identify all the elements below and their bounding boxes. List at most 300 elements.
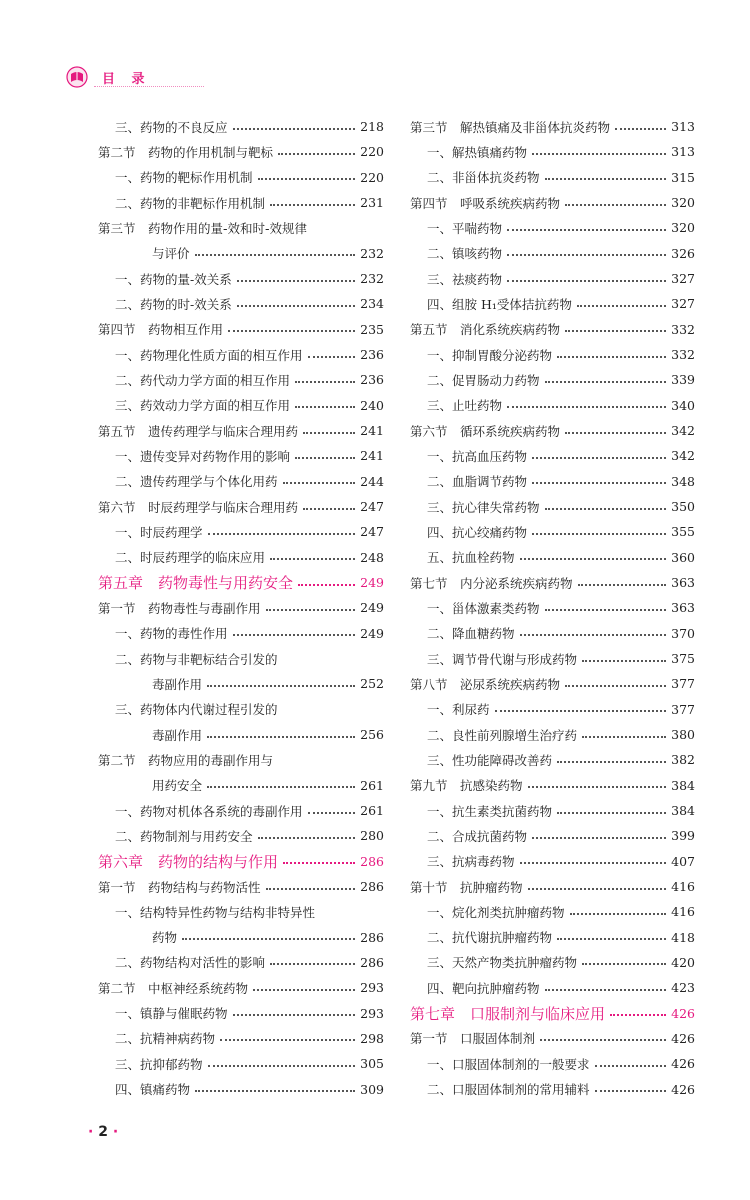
toc-entry-page: 332 bbox=[671, 321, 695, 337]
toc-item bbox=[410, 266, 695, 291]
toc-entry-page: 348 bbox=[671, 473, 695, 489]
toc-item bbox=[410, 747, 695, 772]
toc-entry-title: 二、药物的非靶标作用机制 bbox=[115, 195, 266, 211]
toc-section bbox=[410, 671, 695, 696]
toc-item bbox=[98, 671, 384, 696]
header-rule bbox=[94, 86, 204, 87]
dot-leader bbox=[557, 356, 666, 358]
toc-entry-title: 四、组胺 H₁受体拮抗药物 bbox=[427, 296, 572, 312]
header-title: 目 录 bbox=[102, 72, 151, 87]
dot-leader bbox=[595, 1065, 667, 1067]
toc-item bbox=[410, 165, 695, 190]
dot-leader bbox=[507, 254, 666, 256]
toc-entry-page: 261 bbox=[360, 803, 384, 819]
toc-entry-title: 一、药物的量-效关系 bbox=[115, 271, 232, 287]
toc-item bbox=[410, 469, 695, 494]
dot-leader bbox=[295, 457, 355, 459]
toc-section bbox=[410, 317, 695, 342]
toc-entry-title: 第一节 药物毒性与毒副作用 bbox=[98, 600, 261, 616]
toc-entry-page: 380 bbox=[671, 727, 695, 743]
toc-entry-title: 用药安全 bbox=[152, 778, 203, 794]
dot-leader bbox=[610, 1014, 666, 1016]
toc-entry-page: 236 bbox=[360, 372, 384, 388]
toc-entry-page: 342 bbox=[671, 448, 695, 464]
dot-leader bbox=[283, 862, 355, 864]
toc-item bbox=[410, 241, 695, 266]
toc-entry-page: 313 bbox=[671, 119, 695, 135]
toc-item bbox=[410, 443, 695, 468]
toc-entry-title: 第六章 药物的结构与作用 bbox=[98, 852, 279, 871]
toc-entry-page: 256 bbox=[360, 727, 384, 743]
toc-entry-title: 第十节 抗肿瘤药物 bbox=[410, 879, 523, 895]
toc-entry-page: 293 bbox=[360, 1005, 384, 1021]
toc-entry-title: 二、药代动力学方面的相互作用 bbox=[115, 372, 291, 388]
toc-entry-page: 399 bbox=[671, 828, 695, 844]
toc-entry-title: 一、抗生素类抗菌药物 bbox=[427, 803, 553, 819]
dot-leader bbox=[507, 229, 666, 231]
toc-entry-title: 三、药物体内代谢过程引发的 bbox=[115, 702, 278, 718]
toc-item bbox=[98, 1000, 384, 1025]
toc-entry-title: 毒副作用 bbox=[152, 727, 203, 743]
toc-entry-title: 第三节 药物作用的量-效和时-效规律 bbox=[98, 220, 308, 236]
dot-leader bbox=[308, 812, 356, 814]
toc-item bbox=[410, 342, 695, 367]
toc-entry-page: 426 bbox=[671, 1081, 695, 1097]
toc-entry-title: 二、口服固体制剂的常用辅料 bbox=[427, 1082, 590, 1098]
toc-entry-page: 327 bbox=[671, 296, 695, 312]
toc-entry-title: 一、利尿药 bbox=[427, 702, 490, 718]
dot-leader bbox=[270, 558, 355, 560]
toc-item bbox=[98, 519, 384, 544]
toc-entry-page: 244 bbox=[360, 473, 384, 489]
toc-entry-title: 二、药物的时-效关系 bbox=[115, 296, 232, 312]
toc-item bbox=[98, 367, 384, 392]
dot-leader bbox=[582, 660, 666, 662]
toc-entry-page: 426 bbox=[671, 1005, 695, 1021]
toc-entry-page: 350 bbox=[671, 499, 695, 515]
toc-section bbox=[98, 241, 384, 266]
toc-entry-page: 240 bbox=[360, 397, 384, 413]
toc-section bbox=[98, 975, 384, 1000]
toc-item bbox=[410, 545, 695, 570]
dot-leader bbox=[237, 280, 355, 282]
dot-leader bbox=[532, 153, 666, 155]
toc-item bbox=[98, 697, 384, 722]
toc-entry-page: 220 bbox=[360, 169, 384, 185]
toc-entry-page: 420 bbox=[671, 954, 695, 970]
toc-item bbox=[98, 1026, 384, 1051]
dot-leader bbox=[532, 533, 666, 535]
toc-entry-page: 382 bbox=[671, 752, 695, 768]
toc-item bbox=[98, 798, 384, 823]
toc-section bbox=[98, 747, 384, 772]
footer-dot-right: · bbox=[112, 1124, 119, 1140]
dot-leader bbox=[253, 989, 355, 991]
toc-entry-page: 298 bbox=[360, 1030, 384, 1046]
toc-entry-page: 426 bbox=[671, 1056, 695, 1072]
dot-leader bbox=[578, 584, 667, 586]
toc-entry-title: 一、抗高血压药物 bbox=[427, 448, 528, 464]
dot-leader bbox=[207, 685, 355, 687]
page-header bbox=[66, 66, 266, 90]
toc-entry-title: 第二节 药物应用的毒副作用与 bbox=[98, 752, 274, 768]
toc-entry-title: 四、镇痛药物 bbox=[115, 1082, 191, 1098]
toc-section bbox=[410, 570, 695, 595]
toc-item bbox=[98, 1051, 384, 1076]
toc-item bbox=[98, 114, 384, 139]
toc-entry-page: 234 bbox=[360, 296, 384, 312]
toc-item bbox=[98, 899, 384, 924]
toc-entry-page: 355 bbox=[671, 524, 695, 540]
toc-entry-title: 二、血脂调节药物 bbox=[427, 474, 528, 490]
toc-item bbox=[410, 494, 695, 519]
toc-entry-title: 毒副作用 bbox=[152, 676, 203, 692]
dot-leader bbox=[237, 305, 355, 307]
toc-chapter bbox=[98, 849, 384, 874]
dot-leader bbox=[495, 710, 667, 712]
toc-item bbox=[410, 621, 695, 646]
footer-dot-left: · bbox=[88, 1124, 94, 1140]
toc-section bbox=[98, 317, 384, 342]
toc-section bbox=[410, 190, 695, 215]
toc-entry-page: 363 bbox=[671, 575, 695, 591]
dot-leader bbox=[270, 963, 355, 965]
toc-entry-page: 286 bbox=[360, 879, 384, 894]
toc-entry-title: 二、时辰药理学的临床应用 bbox=[115, 550, 266, 566]
toc-entry-page: 293 bbox=[360, 980, 384, 996]
toc-entry-page: 218 bbox=[360, 119, 384, 135]
dot-leader bbox=[208, 1065, 356, 1067]
dot-leader bbox=[233, 1014, 356, 1016]
toc-entry-title: 第五节 消化系统疾病药物 bbox=[410, 322, 561, 338]
toc-entry-title: 一、甾体激素类药物 bbox=[427, 600, 540, 616]
toc-item bbox=[98, 1076, 384, 1101]
toc-entry-page: 247 bbox=[360, 524, 384, 540]
toc-entry-title: 第三节 解热镇痛及非甾体抗炎药物 bbox=[410, 119, 611, 135]
toc-section bbox=[98, 418, 384, 443]
toc-entry-title: 三、抗抑郁药物 bbox=[115, 1056, 203, 1072]
toc-entry-title: 一、解热镇痛药物 bbox=[427, 144, 528, 160]
toc-entry-page: 305 bbox=[360, 1056, 384, 1072]
toc-entry-page: 241 bbox=[360, 448, 384, 464]
dot-leader bbox=[532, 482, 666, 484]
toc-section bbox=[410, 418, 695, 443]
toc-entry-title: 第七节 内分泌系统疾病药物 bbox=[410, 575, 573, 591]
toc-item bbox=[410, 291, 695, 316]
toc-item bbox=[98, 393, 384, 418]
toc-item bbox=[410, 823, 695, 848]
toc-entry-page: 249 bbox=[360, 600, 384, 616]
toc-section bbox=[98, 595, 384, 620]
dot-leader bbox=[577, 305, 666, 307]
toc-entry-page: 416 bbox=[671, 879, 695, 894]
toc-entry-title: 第九节 抗感染药物 bbox=[410, 778, 523, 794]
toc-entry-title: 三、调节骨代谢与形成药物 bbox=[427, 651, 578, 667]
toc-item bbox=[98, 266, 384, 291]
toc-entry-title: 二、镇咳药物 bbox=[427, 246, 503, 262]
dot-leader bbox=[303, 432, 355, 434]
toc-entry-title: 一、抑制胃酸分泌药物 bbox=[427, 347, 553, 363]
toc-entry-page: 286 bbox=[360, 853, 384, 869]
dot-leader bbox=[303, 508, 355, 510]
dot-leader bbox=[182, 938, 355, 940]
dot-leader bbox=[295, 406, 355, 408]
toc-entry-title: 二、抗精神病药物 bbox=[115, 1031, 216, 1047]
toc-entry-page: 249 bbox=[360, 625, 384, 641]
toc-entry-title: 三、药物的不良反应 bbox=[115, 119, 228, 135]
toc-entry-title: 三、抗病毒药物 bbox=[427, 854, 515, 870]
toc-entry-page: 342 bbox=[671, 423, 695, 439]
toc-entry-page: 280 bbox=[360, 828, 384, 844]
dot-leader bbox=[207, 736, 355, 738]
toc-entry-page: 261 bbox=[360, 777, 384, 793]
toc-entry-title: 三、止吐药物 bbox=[427, 398, 503, 414]
toc-entry-page: 235 bbox=[360, 321, 384, 337]
toc-entry-title: 三、性功能障碍改善药 bbox=[427, 752, 553, 768]
toc-entry-title: 四、靶向抗肿瘤药物 bbox=[427, 980, 540, 996]
toc-entry-title: 第四节 药物相互作用 bbox=[98, 322, 224, 338]
dot-leader bbox=[195, 254, 356, 256]
dot-leader bbox=[228, 330, 355, 332]
toc-entry-page: 320 bbox=[671, 195, 695, 211]
toc-item bbox=[98, 545, 384, 570]
dot-leader bbox=[582, 736, 666, 738]
toc-entry-title: 一、遗传变异对药物作用的影响 bbox=[115, 448, 291, 464]
toc-entry-title: 一、结构特异性药物与结构非特异性 bbox=[115, 904, 316, 920]
toc-entry-title: 二、抗代谢抗肿瘤药物 bbox=[427, 930, 553, 946]
toc-item bbox=[98, 190, 384, 215]
toc-item bbox=[98, 925, 384, 950]
toc-section bbox=[410, 1026, 695, 1051]
toc-entry-title: 第一节 药物结构与药物活性 bbox=[98, 879, 261, 895]
dot-leader bbox=[545, 989, 667, 991]
toc-entry-page: 377 bbox=[671, 676, 695, 692]
toc-entry-title: 二、药物与非靶标结合引发的 bbox=[115, 651, 278, 667]
toc-entry-title: 一、时辰药理学 bbox=[115, 524, 203, 540]
toc-entry-page: 231 bbox=[360, 195, 384, 211]
toc-entry-page: 249 bbox=[360, 575, 384, 591]
dot-leader bbox=[615, 128, 666, 130]
toc-entry-page: 247 bbox=[360, 499, 384, 515]
toc-entry-page: 418 bbox=[671, 929, 695, 945]
dot-leader bbox=[258, 837, 356, 839]
toc-entry-title: 三、抗心律失常药物 bbox=[427, 499, 540, 515]
toc-section bbox=[98, 494, 384, 519]
toc-right-column bbox=[410, 114, 695, 1102]
dot-leader bbox=[270, 204, 355, 206]
dot-leader bbox=[507, 280, 666, 282]
dot-leader bbox=[565, 330, 666, 332]
dot-leader bbox=[582, 963, 666, 965]
toc-entry-page: 384 bbox=[671, 803, 695, 819]
toc-item bbox=[98, 443, 384, 468]
toc-item bbox=[98, 342, 384, 367]
dot-leader bbox=[507, 406, 666, 408]
dot-leader bbox=[195, 1090, 355, 1092]
dot-leader bbox=[532, 837, 666, 839]
dot-leader bbox=[298, 584, 355, 586]
toc-item bbox=[98, 823, 384, 848]
toc-entry-title: 一、口服固体制剂的一般要求 bbox=[427, 1056, 590, 1072]
toc-entry-page: 309 bbox=[360, 1081, 384, 1097]
toc-entry-page: 241 bbox=[360, 423, 384, 439]
toc-left-column bbox=[98, 114, 384, 1102]
toc-entry-title: 四、抗心绞痛药物 bbox=[427, 524, 528, 540]
toc-item bbox=[410, 899, 695, 924]
toc-item bbox=[410, 215, 695, 240]
toc-entry-title: 一、镇静与催眠药物 bbox=[115, 1006, 228, 1022]
toc-item bbox=[410, 1076, 695, 1101]
toc-entry-title: 二、非甾体抗炎药物 bbox=[427, 170, 540, 186]
toc-item bbox=[98, 722, 384, 747]
toc-item bbox=[98, 165, 384, 190]
toc-item bbox=[410, 722, 695, 747]
dot-leader bbox=[266, 888, 356, 890]
dot-leader bbox=[258, 178, 356, 180]
dot-leader bbox=[595, 1090, 667, 1092]
toc-item bbox=[410, 975, 695, 1000]
page-footer bbox=[88, 1124, 118, 1140]
toc-entry-title: 第二节 中枢神经系统药物 bbox=[98, 980, 249, 996]
toc-entry-page: 384 bbox=[671, 777, 695, 793]
toc-entry-title: 一、药物对机体各系统的毒副作用 bbox=[115, 803, 303, 819]
toc-entry-title: 二、促胃肠动力药物 bbox=[427, 372, 540, 388]
toc-entry-page: 370 bbox=[671, 625, 695, 641]
toc-entry-title: 一、药物理化性质方面的相互作用 bbox=[115, 347, 303, 363]
toc-chapter bbox=[410, 1000, 695, 1025]
toc-entry-title: 五、抗血栓药物 bbox=[427, 550, 515, 566]
toc-section bbox=[410, 773, 695, 798]
toc-entry-title: 一、药物的毒性作用 bbox=[115, 626, 228, 642]
toc-item bbox=[410, 798, 695, 823]
toc-entry-title: 第六节 时辰药理学与临床合理用药 bbox=[98, 499, 299, 515]
dot-leader bbox=[266, 609, 356, 611]
toc-entry-page: 327 bbox=[671, 271, 695, 287]
toc-entry-page: 286 bbox=[360, 929, 384, 945]
toc-entry-title: 二、遗传药理学与个体化用药 bbox=[115, 474, 278, 490]
dot-leader bbox=[540, 1039, 666, 1041]
dot-leader bbox=[545, 609, 667, 611]
toc-entry-page: 426 bbox=[671, 1030, 695, 1046]
toc-entry-page: 363 bbox=[671, 600, 695, 616]
toc-entry-page: 339 bbox=[671, 372, 695, 388]
dot-leader bbox=[308, 356, 356, 358]
toc-entry-title: 与评价 bbox=[152, 246, 190, 262]
toc-item bbox=[98, 291, 384, 316]
toc-item bbox=[98, 646, 384, 671]
toc-entry-title: 第一节 口服固体制剂 bbox=[410, 1031, 536, 1047]
toc-entry-title: 二、合成抗菌药物 bbox=[427, 828, 528, 844]
toc-entry-title: 二、降血糖药物 bbox=[427, 626, 515, 642]
toc-item bbox=[410, 849, 695, 874]
dot-leader bbox=[208, 533, 356, 535]
toc-section bbox=[98, 874, 384, 899]
toc-entry-title: 第八节 泌尿系统疾病药物 bbox=[410, 676, 561, 692]
dot-leader bbox=[557, 761, 666, 763]
toc-entry-page: 236 bbox=[360, 347, 384, 363]
toc-entry-page: 332 bbox=[671, 347, 695, 363]
toc-entry-title: 三、祛痰药物 bbox=[427, 271, 503, 287]
dot-leader bbox=[565, 685, 666, 687]
dot-leader bbox=[520, 558, 667, 560]
dot-leader bbox=[283, 482, 356, 484]
dot-leader bbox=[528, 786, 667, 788]
toc-entry-title: 二、药物结构对活性的影响 bbox=[115, 955, 266, 971]
toc-entry-title: 第六节 循环系统疾病药物 bbox=[410, 423, 561, 439]
toc-entry-page: 407 bbox=[671, 853, 695, 869]
toc-entry-page: 232 bbox=[360, 245, 384, 261]
toc-chapter bbox=[98, 570, 384, 595]
toc-item bbox=[410, 925, 695, 950]
toc-entry-title: 第五章 药物毒性与用药安全 bbox=[98, 574, 294, 593]
dot-leader bbox=[545, 508, 667, 510]
dot-leader bbox=[557, 812, 666, 814]
toc-entry-title: 一、药物的靶标作用机制 bbox=[115, 170, 253, 186]
toc-entry-page: 416 bbox=[671, 904, 695, 920]
page-number: 2 bbox=[98, 1124, 108, 1140]
toc-item bbox=[98, 950, 384, 975]
dot-leader bbox=[233, 128, 356, 130]
toc-entry-title: 药物 bbox=[152, 930, 178, 946]
toc-entry-page: 326 bbox=[671, 245, 695, 261]
dot-leader bbox=[295, 381, 355, 383]
book-logo-icon bbox=[66, 66, 88, 88]
dot-leader bbox=[545, 381, 667, 383]
toc-entry-page: 377 bbox=[671, 701, 695, 717]
dot-leader bbox=[520, 634, 667, 636]
toc-section bbox=[98, 139, 384, 164]
toc-section bbox=[98, 773, 384, 798]
dot-leader bbox=[557, 938, 666, 940]
toc-entry-title: 二、良性前列腺增生治疗药 bbox=[427, 727, 578, 743]
toc-item bbox=[410, 646, 695, 671]
dot-leader bbox=[520, 862, 667, 864]
toc-entry-page: 320 bbox=[671, 220, 695, 236]
toc-entry-title: 第四节 呼吸系统疾病药物 bbox=[410, 195, 561, 211]
toc-item bbox=[410, 595, 695, 620]
dot-leader bbox=[528, 888, 667, 890]
dot-leader bbox=[278, 153, 355, 155]
toc-entry-page: 313 bbox=[671, 144, 695, 160]
toc-entry-page: 232 bbox=[360, 271, 384, 287]
toc-entry-page: 360 bbox=[671, 549, 695, 565]
dot-leader bbox=[532, 457, 666, 459]
dot-leader bbox=[207, 786, 355, 788]
toc-entry-page: 286 bbox=[360, 954, 384, 970]
dot-leader bbox=[545, 178, 667, 180]
toc-section bbox=[410, 874, 695, 899]
toc-entry-title: 一、烷化剂类抗肿瘤药物 bbox=[427, 904, 565, 920]
toc-entry-page: 248 bbox=[360, 549, 384, 565]
dot-leader bbox=[565, 204, 666, 206]
toc-section bbox=[410, 114, 695, 139]
toc-entry-title: 三、天然产物类抗肿瘤药物 bbox=[427, 955, 578, 971]
toc-entry-page: 315 bbox=[671, 169, 695, 185]
toc-item bbox=[410, 950, 695, 975]
toc-entry-page: 252 bbox=[360, 676, 384, 692]
toc-entry-page: 220 bbox=[360, 144, 384, 160]
toc-entry-title: 三、药效动力学方面的相互作用 bbox=[115, 398, 291, 414]
toc-item bbox=[410, 139, 695, 164]
toc-entry-title: 第五节 遗传药理学与临床合理用药 bbox=[98, 423, 299, 439]
toc-entry-page: 375 bbox=[671, 651, 695, 667]
toc-entry-title: 二、药物制剂与用药安全 bbox=[115, 828, 253, 844]
toc-entry-title: 第二节 药物的作用机制与靶标 bbox=[98, 144, 274, 160]
toc-item bbox=[410, 367, 695, 392]
toc-item bbox=[410, 393, 695, 418]
toc-entry-page: 423 bbox=[671, 980, 695, 996]
dot-leader bbox=[570, 913, 667, 915]
